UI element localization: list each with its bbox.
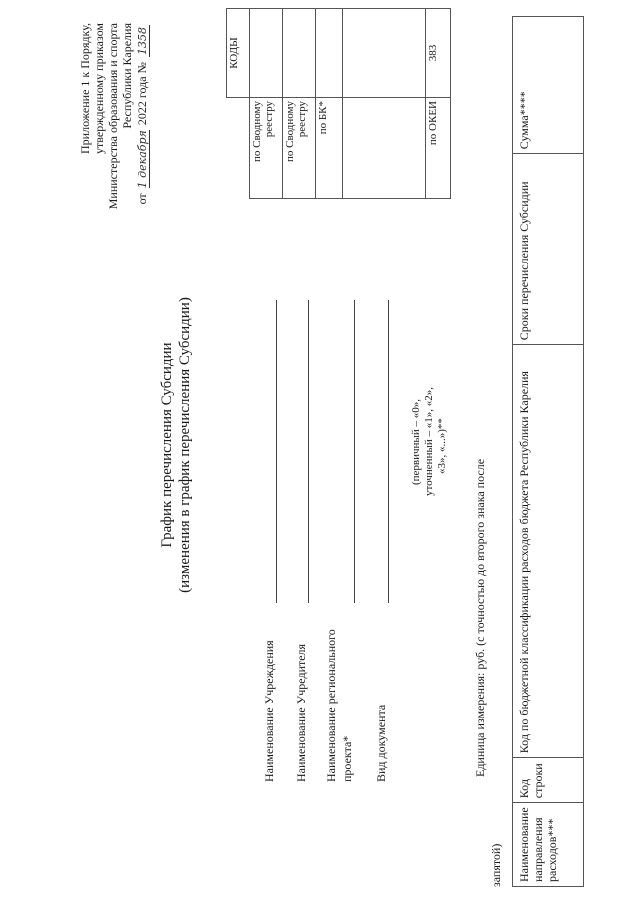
codes-row [426,9,451,199]
unit-label-line-2: запятой) [489,843,503,887]
codes-row-label: по ОКЕИ [426,98,451,199]
institution-label: Наименование Учреждения [262,640,276,782]
project-fill-line [354,300,355,603]
founder-fill-line [308,300,309,603]
codes-row-label [343,98,426,199]
doc-type-label: Вид документа [374,704,388,782]
order-date-signature: 1 декабря [136,130,149,189]
appendix-note [78,23,150,273]
doc-type-hint-line-1: (первичный – «0», [410,399,422,485]
codes-row-value [316,9,343,98]
title-line-2: (изменения в график перечисления Субсидии) [177,297,193,593]
codes-row [283,9,316,199]
col-transfer-dates: Сроки перечисления Субсидии [513,154,584,345]
codes-row-label: по Сводному реестру [250,98,283,199]
codes-header-row [227,9,250,199]
project-label-line-1: Наименование регионального [324,629,338,782]
codes-row [316,9,343,199]
unit-label-line-1: Единица измерения: руб. (с точностью до второго знака после [473,458,487,777]
col-budget-code: Код по бюджетной классификации расходов бюджета Республики Карелия [513,345,584,758]
project-label-line-2: проекта* [340,735,354,782]
appendix-line-1: Приложение 1 к Порядку, [78,23,92,154]
codes-row-value [343,9,426,98]
col-row-code: Код строки [513,758,584,803]
codes-header: КОДЫ [227,9,250,98]
order-from-label: от [135,193,149,205]
appendix-line-4: Республики Карелия [120,23,134,129]
codes-row-value: 383 [426,9,451,98]
codes-header-spacer [227,98,250,199]
founder-label: Наименование Учредителя [294,643,308,782]
codes-row [343,9,426,199]
codes-row-label: по Сводному реестру [283,98,316,199]
codes-row-value [250,9,283,98]
doc-type-hint-line-2: уточненный – «1», «2», [423,387,435,496]
doc-type-fill-line [388,300,389,603]
document-title [158,255,194,635]
order-number-signature: 1358 [136,27,149,55]
appendix-line-3: Министерства образования и спорта [106,23,120,210]
doc-type-hint-line-3: «3», «...»)** [436,418,448,474]
order-year-label: 2022 года № [135,62,149,126]
order-date-line [135,23,150,273]
schedule-header-row [513,17,584,887]
codes-row [250,9,283,199]
title-line-1: График перечисления Субсидии [159,342,175,548]
appendix-line-2: утвержденному приказом [92,23,106,154]
codes-table [226,8,451,199]
institution-fill-line [276,300,277,603]
codes-row-label: по БК* [316,98,343,199]
col-expense-direction: Наименование направления расходов*** [513,803,584,887]
col-amount: Сумма**** [513,17,584,154]
schedule-table [512,16,584,887]
codes-row-value [283,9,316,98]
